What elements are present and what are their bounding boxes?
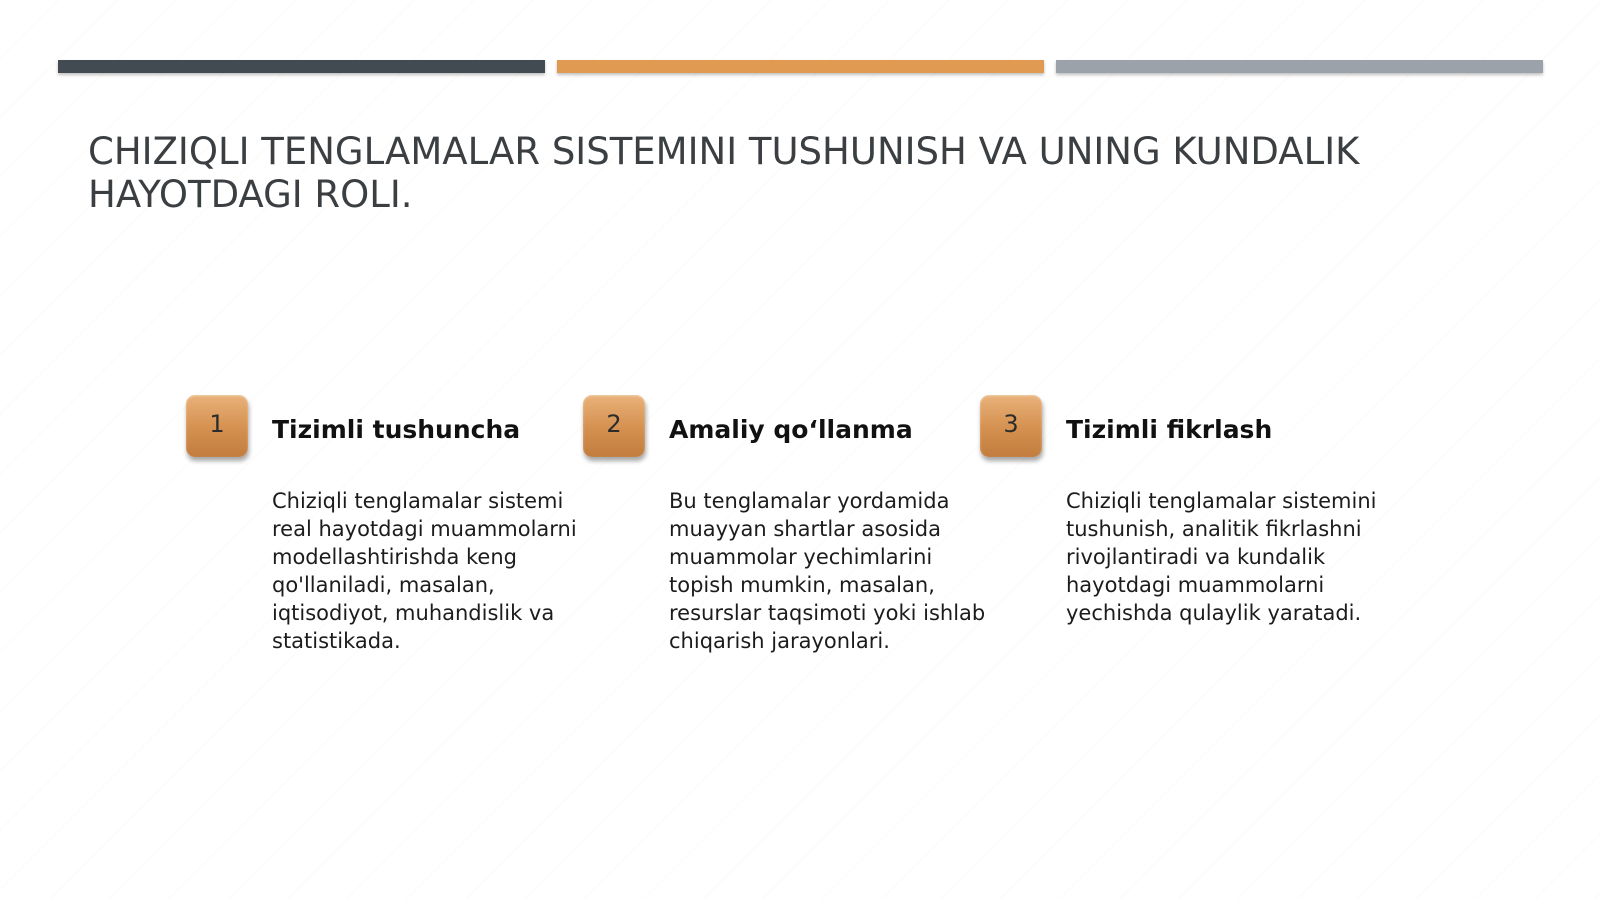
item-body: Bu tenglamalar yordamida muayyan shartlar asosida muammolar yechimlarini topish mumkin, masalan, resurslar taqsimoti yoki ishlab chiqarish jarayonlari. <box>669 489 986 653</box>
top-accent-bar-orange <box>557 60 1044 73</box>
list-item <box>186 395 577 675</box>
list-item <box>980 395 1377 675</box>
slide-title: CHIZIQLI TENGLAMALAR SISTEMINI TUSHUNISH VA UNING KUNDALIK HAYOTDAGI ROLI. <box>88 130 1360 216</box>
item-heading: Tizimli fikrlash <box>1066 415 1273 444</box>
list-item <box>583 395 986 675</box>
item-body: Chiziqli tenglamalar sistemini tushunish, analitik fikrlashni rivojlantiradi va kundalik hayotdagi muammolarni yechishda qulaylik yaratadi. <box>1066 489 1377 625</box>
item-heading: Amaliy qo‘llanma <box>669 415 913 444</box>
number-badge-label: 1 <box>209 410 225 438</box>
top-accent-bar-dark <box>58 60 545 73</box>
number-badge <box>980 395 1042 457</box>
top-accent-bar-gray <box>1056 60 1543 73</box>
item-body: Chiziqli tenglamalar sistemi real hayotdagi muammolarni modellashtirishda keng qo'llaniladi, masalan, iqtisodiyot, muhandislik va statistikada. <box>272 489 577 653</box>
number-badge <box>186 395 248 457</box>
number-badge-label: 2 <box>606 410 622 438</box>
item-heading: Tizimli tushuncha <box>272 415 521 444</box>
number-badge <box>583 395 645 457</box>
number-badge-label: 3 <box>1003 410 1019 438</box>
